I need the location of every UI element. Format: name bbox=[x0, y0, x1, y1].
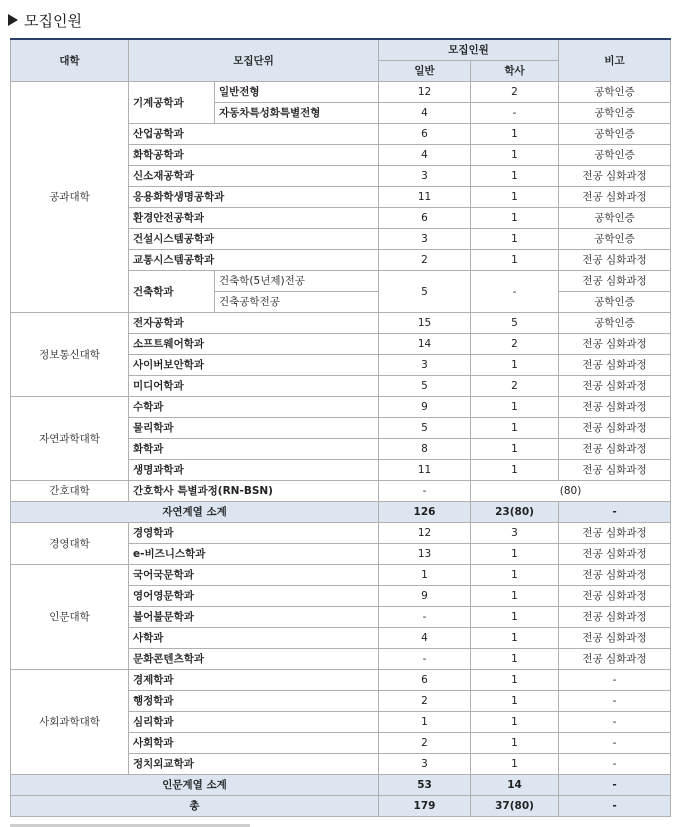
bachelor-cell: 1 bbox=[471, 355, 559, 376]
general-cell: 6 bbox=[379, 208, 471, 229]
bachelor-cell: 1 bbox=[471, 397, 559, 418]
note-cell: 공학인증 bbox=[559, 82, 671, 103]
note-cell: 전공 심화과정 bbox=[559, 628, 671, 649]
dept-cell: 미디어학과 bbox=[129, 376, 379, 397]
note-cell: - bbox=[559, 796, 671, 817]
note-cell: 공학인증 bbox=[559, 313, 671, 334]
bachelor-cell: (80) bbox=[471, 481, 671, 502]
bachelor-cell: 37(80) bbox=[471, 796, 559, 817]
track-cell: 일반전형 bbox=[215, 82, 379, 103]
dept-cell: 기계공학과 bbox=[129, 82, 215, 124]
general-cell: 53 bbox=[379, 775, 471, 796]
header-general: 일반 bbox=[379, 61, 471, 82]
general-cell: 3 bbox=[379, 229, 471, 250]
track-cell: 자동차특성화특별전형 bbox=[215, 103, 379, 124]
bachelor-cell: 1 bbox=[471, 733, 559, 754]
table-row bbox=[11, 313, 671, 334]
table-row bbox=[11, 670, 671, 691]
college-cell: 정보통신대학 bbox=[11, 313, 129, 397]
bachelor-cell: 5 bbox=[471, 313, 559, 334]
bachelor-cell: 1 bbox=[471, 586, 559, 607]
bachelor-cell: 1 bbox=[471, 691, 559, 712]
note-cell: 전공 심화과정 bbox=[559, 397, 671, 418]
bachelor-cell: 1 bbox=[471, 124, 559, 145]
dept-cell: 건설시스템공학과 bbox=[129, 229, 379, 250]
general-cell: - bbox=[379, 649, 471, 670]
note-cell: 전공 심화과정 bbox=[559, 166, 671, 187]
subtotal-label: 인문계열 소계 bbox=[11, 775, 379, 796]
note-cell: - bbox=[559, 712, 671, 733]
note-cell: 전공 심화과정 bbox=[559, 187, 671, 208]
college-cell: 경영대학 bbox=[11, 523, 129, 565]
general-cell: 5 bbox=[379, 376, 471, 397]
bachelor-cell: 1 bbox=[471, 460, 559, 481]
track-cell: 건축공학전공 bbox=[215, 292, 379, 313]
college-cell: 공과대학 bbox=[11, 82, 129, 313]
total-label: 총 bbox=[11, 796, 379, 817]
note-cell: 공학인증 bbox=[559, 292, 671, 313]
bachelor-cell: 2 bbox=[471, 82, 559, 103]
table-row bbox=[11, 523, 671, 544]
note-cell: 전공 심화과정 bbox=[559, 439, 671, 460]
note-cell: 공학인증 bbox=[559, 229, 671, 250]
note-cell: 전공 심화과정 bbox=[559, 250, 671, 271]
note-cell: - bbox=[559, 754, 671, 775]
note-cell: 전공 심화과정 bbox=[559, 544, 671, 565]
header-count: 모집인원 bbox=[379, 39, 559, 61]
dept-cell: 전자공학과 bbox=[129, 313, 379, 334]
bachelor-cell: 2 bbox=[471, 376, 559, 397]
general-cell: 6 bbox=[379, 670, 471, 691]
note-cell: 전공 심화과정 bbox=[559, 607, 671, 628]
dept-cell: 화학공학과 bbox=[129, 145, 379, 166]
subtotal-label: 자연계열 소계 bbox=[11, 502, 379, 523]
college-cell: 사회과학대학 bbox=[11, 670, 129, 775]
bachelor-cell: 1 bbox=[471, 439, 559, 460]
header-unit: 모집단위 bbox=[129, 39, 379, 82]
table-row bbox=[11, 481, 671, 502]
bachelor-cell: 1 bbox=[471, 418, 559, 439]
general-cell: 3 bbox=[379, 355, 471, 376]
general-cell: 9 bbox=[379, 586, 471, 607]
note-cell: - bbox=[559, 691, 671, 712]
dept-cell: 정치외교학과 bbox=[129, 754, 379, 775]
track-cell: 건축학(5년제)전공 bbox=[215, 271, 379, 292]
note-cell: 전공 심화과정 bbox=[559, 523, 671, 544]
note-cell: 전공 심화과정 bbox=[559, 334, 671, 355]
general-cell: 14 bbox=[379, 334, 471, 355]
dept-cell: 경제학과 bbox=[129, 670, 379, 691]
note-cell: 공학인증 bbox=[559, 103, 671, 124]
general-cell: 5 bbox=[379, 271, 471, 313]
dept-cell: 소프트웨어학과 bbox=[129, 334, 379, 355]
dept-cell: 사학과 bbox=[129, 628, 379, 649]
note-cell: 공학인증 bbox=[559, 124, 671, 145]
general-cell: 126 bbox=[379, 502, 471, 523]
dept-cell: 산업공학과 bbox=[129, 124, 379, 145]
bachelor-cell: 1 bbox=[471, 250, 559, 271]
general-cell: 2 bbox=[379, 691, 471, 712]
note-cell: 전공 심화과정 bbox=[559, 376, 671, 397]
dept-cell: 경영학과 bbox=[129, 523, 379, 544]
general-cell: 11 bbox=[379, 460, 471, 481]
note-cell: - bbox=[559, 775, 671, 796]
header-bachelor: 학사 bbox=[471, 61, 559, 82]
dept-cell: 영어영문학과 bbox=[129, 586, 379, 607]
dept-cell: 문화콘텐츠학과 bbox=[129, 649, 379, 670]
general-cell: 4 bbox=[379, 103, 471, 124]
dept-cell: 건축학과 bbox=[129, 271, 215, 313]
dept-cell: 수학과 bbox=[129, 397, 379, 418]
page-title bbox=[8, 9, 82, 31]
dept-cell: 물리학과 bbox=[129, 418, 379, 439]
note-cell: - bbox=[559, 502, 671, 523]
dept-cell: 생명과학과 bbox=[129, 460, 379, 481]
bachelor-cell: 1 bbox=[471, 649, 559, 670]
dept-cell: 국어국문학과 bbox=[129, 565, 379, 586]
bachelor-cell: - bbox=[471, 271, 559, 313]
table-row bbox=[11, 565, 671, 586]
dept-cell: 환경안전공학과 bbox=[129, 208, 379, 229]
dept-cell: e-비즈니스학과 bbox=[129, 544, 379, 565]
general-cell: 3 bbox=[379, 754, 471, 775]
bachelor-cell: 3 bbox=[471, 523, 559, 544]
general-cell: 1 bbox=[379, 712, 471, 733]
general-cell: 179 bbox=[379, 796, 471, 817]
dept-cell: 행정학과 bbox=[129, 691, 379, 712]
general-cell: 3 bbox=[379, 166, 471, 187]
bachelor-cell: 23(80) bbox=[471, 502, 559, 523]
subtotal-row bbox=[11, 502, 671, 523]
bachelor-cell: 1 bbox=[471, 187, 559, 208]
bachelor-cell: 1 bbox=[471, 229, 559, 250]
bachelor-cell: 1 bbox=[471, 712, 559, 733]
general-cell: 2 bbox=[379, 250, 471, 271]
general-cell: 13 bbox=[379, 544, 471, 565]
note-cell: 전공 심화과정 bbox=[559, 418, 671, 439]
dept-cell: 교통시스템공학과 bbox=[129, 250, 379, 271]
bachelor-cell: 14 bbox=[471, 775, 559, 796]
general-cell: 11 bbox=[379, 187, 471, 208]
dept-cell: 불어불문학과 bbox=[129, 607, 379, 628]
general-cell: 12 bbox=[379, 523, 471, 544]
note-cell: - bbox=[559, 670, 671, 691]
recruitment-table bbox=[10, 38, 671, 817]
bachelor-cell: 1 bbox=[471, 565, 559, 586]
general-cell: 4 bbox=[379, 145, 471, 166]
general-cell: 12 bbox=[379, 82, 471, 103]
dept-cell: 화학과 bbox=[129, 439, 379, 460]
bachelor-cell: 1 bbox=[471, 628, 559, 649]
general-cell: 5 bbox=[379, 418, 471, 439]
triangle-bullet-icon bbox=[8, 14, 18, 26]
bachelor-cell: 1 bbox=[471, 670, 559, 691]
bachelor-cell: 1 bbox=[471, 145, 559, 166]
subtotal-row bbox=[11, 775, 671, 796]
note-cell: 공학인증 bbox=[559, 208, 671, 229]
general-cell: 8 bbox=[379, 439, 471, 460]
general-cell: - bbox=[379, 481, 471, 502]
general-cell: - bbox=[379, 607, 471, 628]
general-cell: 6 bbox=[379, 124, 471, 145]
dept-cell: 심리학과 bbox=[129, 712, 379, 733]
note-cell: 전공 심화과정 bbox=[559, 649, 671, 670]
page-title-text: 모집인원 bbox=[24, 11, 82, 30]
note-cell: 전공 심화과정 bbox=[559, 271, 671, 292]
general-cell: 1 bbox=[379, 565, 471, 586]
bachelor-cell: 1 bbox=[471, 544, 559, 565]
header-note: 비고 bbox=[559, 39, 671, 82]
dept-cell: 간호학사 특별과정(RN-BSN) bbox=[129, 481, 379, 502]
bachelor-cell: 1 bbox=[471, 754, 559, 775]
college-cell: 인문대학 bbox=[11, 565, 129, 670]
total-row bbox=[11, 796, 671, 817]
general-cell: 15 bbox=[379, 313, 471, 334]
note-cell: 공학인증 bbox=[559, 145, 671, 166]
note-cell: 전공 심화과정 bbox=[559, 586, 671, 607]
table-row bbox=[11, 82, 671, 103]
general-cell: 9 bbox=[379, 397, 471, 418]
bachelor-cell: 1 bbox=[471, 607, 559, 628]
note-cell: 전공 심화과정 bbox=[559, 355, 671, 376]
bachelor-cell: 2 bbox=[471, 334, 559, 355]
college-cell: 자연과학대학 bbox=[11, 397, 129, 481]
college-cell: 간호대학 bbox=[11, 481, 129, 502]
general-cell: 2 bbox=[379, 733, 471, 754]
bachelor-cell: - bbox=[471, 103, 559, 124]
table-row bbox=[11, 397, 671, 418]
dept-cell: 사회학과 bbox=[129, 733, 379, 754]
general-cell: 4 bbox=[379, 628, 471, 649]
header-college: 대학 bbox=[11, 39, 129, 82]
note-cell: 전공 심화과정 bbox=[559, 460, 671, 481]
dept-cell: 신소재공학과 bbox=[129, 166, 379, 187]
bachelor-cell: 1 bbox=[471, 166, 559, 187]
dept-cell: 사이버보안학과 bbox=[129, 355, 379, 376]
bachelor-cell: 1 bbox=[471, 208, 559, 229]
dept-cell: 응용화학생명공학과 bbox=[129, 187, 379, 208]
note-cell: 전공 심화과정 bbox=[559, 565, 671, 586]
note-cell: - bbox=[559, 733, 671, 754]
